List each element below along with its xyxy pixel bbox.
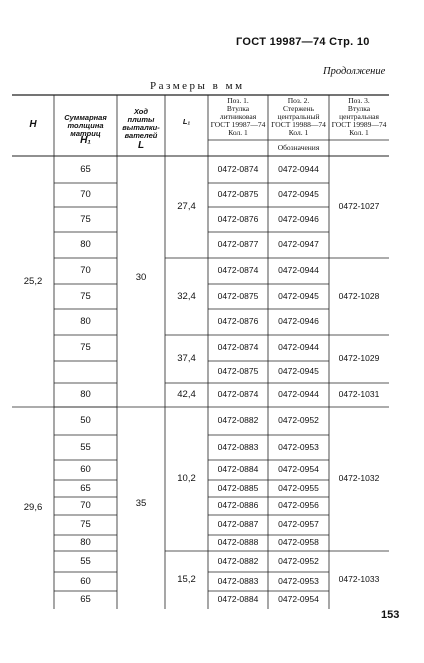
pos1-code: 0472-0875 xyxy=(217,366,259,376)
header-pos1 xyxy=(208,97,268,137)
pos2-code: 0472-0945 xyxy=(278,366,319,376)
header-pos3-line: центральная xyxy=(339,112,379,121)
header-stroke xyxy=(117,108,165,140)
l1-value: 37,4 xyxy=(177,353,196,364)
pos1-code: 0472-0883 xyxy=(217,441,259,452)
pos1-code: 0472-0882 xyxy=(217,415,259,425)
pos2-code: 0472-0945 xyxy=(278,189,319,199)
pos2-code: 0472-0958 xyxy=(278,537,319,547)
pos1-code: 0472-0874 xyxy=(217,342,259,352)
pos1-code: 0472-0876 xyxy=(217,316,259,326)
pos2-code: 0472-0944 xyxy=(278,163,319,174)
header-pos2-line: Стержень xyxy=(282,104,315,113)
pos2-code: 0472-0953 xyxy=(278,575,319,586)
h1-value: 60 xyxy=(80,464,91,475)
l1-value: 32,4 xyxy=(177,290,196,302)
h1-value: 75 xyxy=(80,213,91,225)
pos1-code: 0472-0883 xyxy=(217,575,259,586)
pos2-code: 0472-0944 xyxy=(278,342,319,352)
pos2-code: 0472-0957 xyxy=(278,519,319,529)
header-total-thickness-line: матриц xyxy=(70,129,101,138)
h1-value: 75 xyxy=(80,342,91,353)
header-stroke-line: плиты xyxy=(127,115,155,124)
h1-value: 75 xyxy=(80,519,91,530)
pos1-code: 0472-0875 xyxy=(217,189,259,199)
header-pos1-line: литниковая xyxy=(219,112,257,121)
pos2-code: 0472-0947 xyxy=(278,239,319,249)
pos2-code: 0472-0954 xyxy=(278,464,319,474)
pos2-code: 0472-0946 xyxy=(278,213,319,224)
header-total-thickness-line: Суммарная xyxy=(64,113,107,122)
pos1-code: 0472-0874 xyxy=(217,163,259,174)
h1-value: 70 xyxy=(80,265,91,276)
pos2-code: 0472-0946 xyxy=(278,316,319,326)
group-h-value: 29,6 xyxy=(23,502,43,513)
l1-value: 10,2 xyxy=(177,473,196,484)
h1-value: 70 xyxy=(80,500,91,511)
pos3-code: 0472-1032 xyxy=(338,473,380,483)
pos1-code: 0472-0875 xyxy=(217,290,259,301)
pos2-code: 0472-0956 xyxy=(278,500,319,510)
header-stroke-line: Ход xyxy=(134,107,148,116)
pos1-code: 0472-0876 xyxy=(217,213,259,224)
table-title: Размеры в мм xyxy=(150,80,245,92)
pos1-code: 0472-0884 xyxy=(217,464,259,474)
continuation-label: Продолжение xyxy=(323,66,386,77)
pos1-code: 0472-0877 xyxy=(217,239,259,249)
h1-value: 70 xyxy=(80,189,91,200)
header-h1-symbol: Н₁ xyxy=(80,135,91,146)
header-stroke-line: вателей xyxy=(124,131,158,140)
pos2-code: 0472-0944 xyxy=(278,265,319,275)
header-pos3-line: ГОСТ 19989—74 xyxy=(331,120,387,129)
pos2-code: 0472-0945 xyxy=(278,290,319,301)
pos1-code: 0472-0874 xyxy=(217,265,259,275)
header-l1: L₁ xyxy=(182,117,191,126)
pos2-code: 0472-0955 xyxy=(278,482,319,493)
l1-value: 42,4 xyxy=(177,389,196,400)
h1-value: 65 xyxy=(80,482,91,494)
h1-value: 80 xyxy=(80,239,91,250)
header-pos2-line: ГОСТ 19988—74 xyxy=(271,120,326,129)
pos3-code: 0472-1028 xyxy=(338,290,380,301)
h1-value: 75 xyxy=(80,290,91,302)
h1-value: 65 xyxy=(80,163,91,175)
header-total-thickness-line: толщина xyxy=(67,121,104,130)
header-pos2-line: Кол. 1 xyxy=(288,128,309,137)
header-pos3 xyxy=(329,97,389,137)
header-pos1-line: ГОСТ 19987—74 xyxy=(210,120,266,129)
pos3-code: 0472-1029 xyxy=(338,353,380,363)
pos1-code: 0472-0886 xyxy=(217,500,259,510)
header-pos2-line: Поз. 2. xyxy=(287,96,310,105)
page-number: 153 xyxy=(381,609,400,621)
header-pos3-line: Кол. 1 xyxy=(349,128,369,137)
header-pos1-line: Кол. 1 xyxy=(228,128,248,137)
h1-value: 50 xyxy=(80,415,91,426)
h1-value: 60 xyxy=(80,575,91,587)
pos1-code: 0472-0885 xyxy=(217,482,259,493)
pos2-code: 0472-0954 xyxy=(278,594,319,604)
pos3-code: 0472-1031 xyxy=(338,389,380,399)
pos1-code: 0472-0888 xyxy=(217,537,259,547)
pos2-code: 0472-0952 xyxy=(278,415,319,425)
header-pos3-line: Поз. 3. xyxy=(348,96,370,105)
pos3-code: 0472-1033 xyxy=(338,574,380,584)
header-pos2 xyxy=(268,97,329,137)
h1-value: 80 xyxy=(80,316,91,327)
header-pos1-line: Поз. 1. xyxy=(227,96,249,105)
header-pos3-line: Втулка xyxy=(347,104,371,113)
pos2-code: 0472-0944 xyxy=(278,389,319,399)
h1-value: 55 xyxy=(80,441,91,453)
header-pos1-line: Втулка xyxy=(226,104,250,113)
group-stroke-value: 30 xyxy=(135,271,147,283)
header-designations: Обозначения xyxy=(277,143,320,152)
pos1-code: 0472-0887 xyxy=(217,519,259,529)
header-l-symbol: L xyxy=(137,140,145,151)
h1-value: 65 xyxy=(80,594,91,605)
page-header: ГОСТ 19987—74 Стр. 10 xyxy=(236,36,370,48)
pos2-code: 0472-0952 xyxy=(278,555,319,566)
h1-value: 55 xyxy=(80,555,91,567)
header-h: Н xyxy=(29,119,37,130)
pos3-code: 0472-1027 xyxy=(338,201,380,211)
pos2-code: 0472-0953 xyxy=(278,441,319,452)
h1-value: 80 xyxy=(80,537,91,548)
l1-value: 27,4 xyxy=(177,201,196,212)
pos1-code: 0472-0882 xyxy=(217,555,259,566)
pos1-code: 0472-0874 xyxy=(217,389,259,399)
pos1-code: 0472-0884 xyxy=(217,594,259,604)
group-h-value: 25,2 xyxy=(23,275,43,287)
header-stroke-line: выталки- xyxy=(122,123,160,132)
h1-value: 80 xyxy=(80,389,91,400)
l1-value: 15,2 xyxy=(177,574,196,585)
header-pos2-line: центральный xyxy=(277,112,320,121)
group-stroke-value: 35 xyxy=(135,498,147,509)
